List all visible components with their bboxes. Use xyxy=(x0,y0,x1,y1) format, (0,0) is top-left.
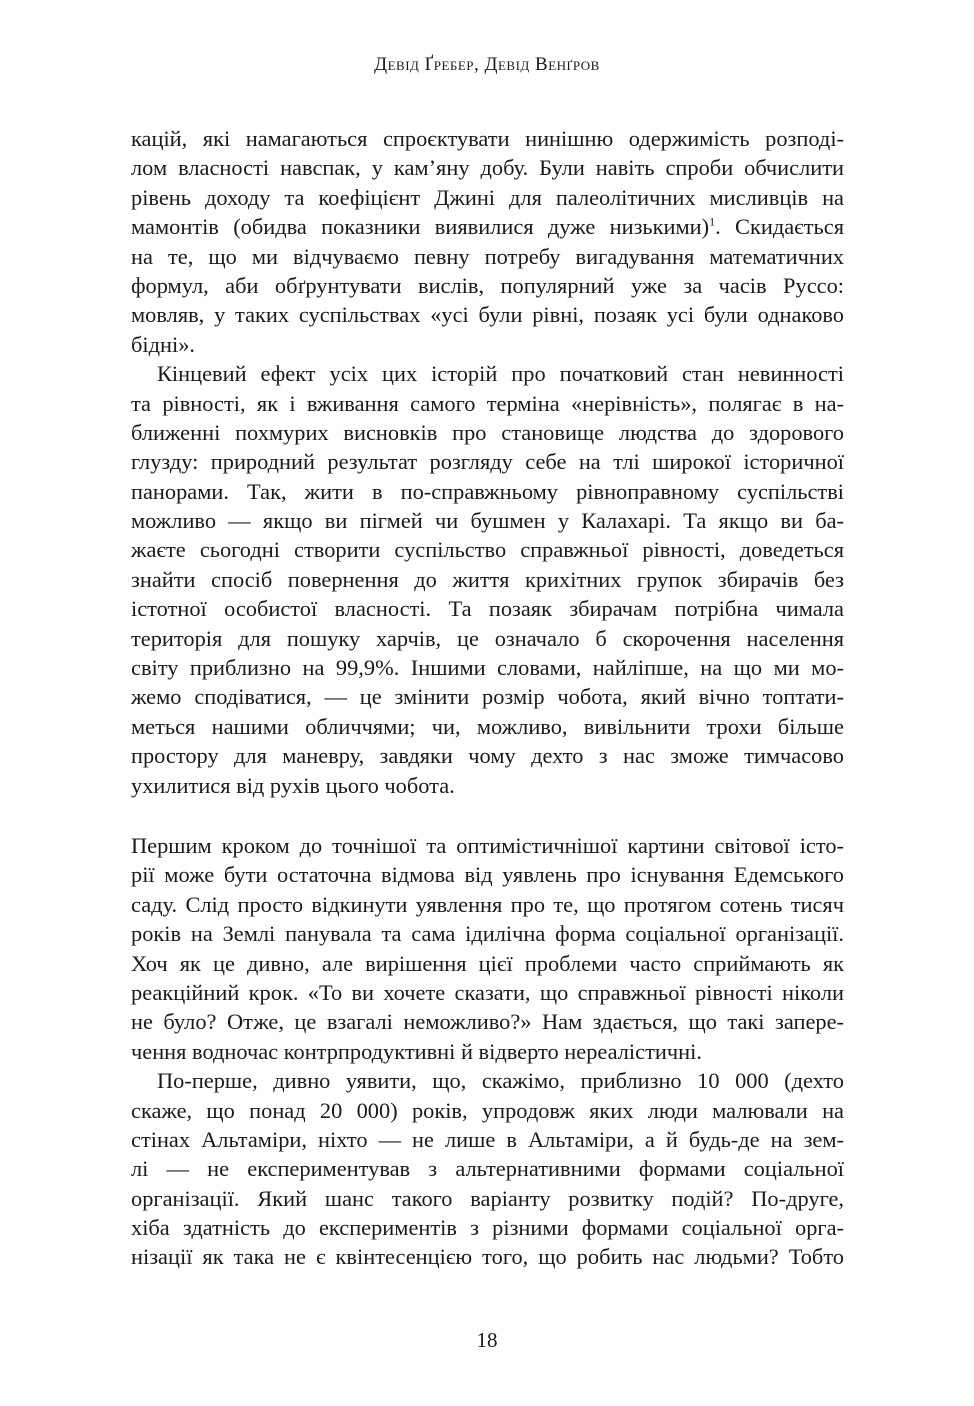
text-line-content: років на Землі панувала та сама ідилічна форма соціальної організації. xyxy=(131,921,844,947)
text-line-content: По-перше, дивно уявити, що, скажімо, приблизно 10 000 (дехто xyxy=(157,1068,844,1094)
text-line xyxy=(131,831,844,860)
text-line-content: стінах Альтаміри, ніхто — не лише в Альтаміри, а й будь-де на зем- xyxy=(131,1126,844,1152)
text-line-content: жемо сподіватися, — це змінити розмір чобота, який вічно топтати- xyxy=(131,684,844,710)
text-line xyxy=(131,682,844,711)
text-line xyxy=(131,330,844,359)
text-line xyxy=(131,183,844,212)
text-line xyxy=(131,153,844,182)
text-line-content: на те, що ми відчуваємо певну потребу вигадування математичних xyxy=(131,243,844,269)
text-line-content: рії може бути остаточна відмова від уявлень про існування Едемського xyxy=(131,862,844,888)
text-line xyxy=(131,535,844,564)
text-line-content: жаєте сьогодні створити суспільство справжньої рівності, доведеться xyxy=(131,537,844,563)
text-line xyxy=(131,860,844,889)
text-line-content: та рівності, як і вживання самого терміна «нерівність», полягає в на- xyxy=(131,390,844,416)
text-line-content: панорами. Так, жити в по-справжньому рівноправному суспільстві xyxy=(131,478,844,504)
text-line xyxy=(131,418,844,447)
text-line xyxy=(131,447,844,476)
text-line xyxy=(131,1037,844,1066)
text-line xyxy=(131,212,844,241)
text-line-content: глузду: природний результат розгляду себе на тлі широкої історичної xyxy=(131,449,844,475)
text-line xyxy=(131,1125,844,1154)
text-line xyxy=(131,389,844,418)
text-line-content: бідні». xyxy=(131,331,196,357)
text-line-content: скаже, що понад 20 000) років, упродовж яких люди малювали на xyxy=(131,1097,844,1123)
text-line-content: чення водночас контрпродуктивні й відверто нереалістичні. xyxy=(131,1038,702,1064)
text-line xyxy=(131,624,844,653)
text-line-content: істотної особистої власності. Та позаяк збирачам потрібна чимала xyxy=(131,596,844,622)
text-line xyxy=(131,1242,844,1271)
paragraph xyxy=(131,1066,844,1272)
text-line xyxy=(131,741,844,770)
text-line xyxy=(131,919,844,948)
paragraph xyxy=(131,124,844,359)
text-line xyxy=(131,1184,844,1213)
text-line-content: територія для пошуку харчів, це означало б скорочення населення xyxy=(131,625,844,651)
text-line xyxy=(131,242,844,271)
paragraph xyxy=(131,831,844,1066)
footnote-reference[interactable]: 1 xyxy=(709,214,716,229)
text-line-content: можливо — якщо ви пігмей чи бушмен у Калахарі. Та якщо ви ба- xyxy=(131,508,844,534)
text-line xyxy=(131,1066,844,1095)
text-line xyxy=(131,506,844,535)
text-line xyxy=(131,712,844,741)
text-line xyxy=(131,1213,844,1242)
text-line xyxy=(131,594,844,623)
text-line-content: рівень доходу та коефіцієнт Джині для палеолітичних мисливців на xyxy=(131,184,844,210)
text-line-content: Кінцевий ефект усіх цих історій про початковий стан невинності xyxy=(157,361,844,387)
text-line xyxy=(131,124,844,153)
text-line xyxy=(131,771,844,800)
text-line-content: кацій, які намагаються спроєктувати нинішню одержимість розподі- xyxy=(131,126,844,151)
text-line-content: простору для маневру, завдяки чому дехто з нас зможе тимчасово xyxy=(131,743,844,769)
text-line-content: ближенні похмурих висновків про становище людства до здорового xyxy=(131,419,844,445)
text-line-content: мамонтів (обидва показники виявилися дуже низькими)$^1$. Скидається xyxy=(131,214,844,240)
text-line xyxy=(131,565,844,594)
text-line xyxy=(131,359,844,388)
text-line xyxy=(131,978,844,1007)
text-line xyxy=(131,653,844,682)
text-line xyxy=(131,477,844,506)
text-line xyxy=(131,271,844,300)
text-line xyxy=(131,1154,844,1183)
text-line-content: реакційний крок. «То ви хочете сказати, що справжньої рівності ніколи xyxy=(131,979,844,1005)
text-line-content: меться нашими обличчями; чи, можливо, вивільнити трохи більше xyxy=(131,713,844,739)
text-line-content: мовляв, у таких суспільствах «усі були рівні, позаяк усі були однаково xyxy=(131,302,844,328)
page-number: 18 xyxy=(476,1328,498,1352)
text-line xyxy=(131,890,844,919)
section-2 xyxy=(131,831,844,1272)
running-head: Девід Ґребер, Девід Венґров xyxy=(374,54,600,75)
text-line-content: лі — не експериментував з альтернативними формами соціальної xyxy=(131,1156,844,1182)
paragraph xyxy=(131,359,844,800)
text-line-content: нізації як така не є квінтесенцією того, що робить нас людьми? Тобто xyxy=(131,1244,844,1270)
text-line-content: знайти спосіб повернення до життя крихітних групок збирачів без xyxy=(131,566,844,592)
text-line-content: хіба здатність до експериментів з різними формами соціальної орга- xyxy=(131,1215,844,1241)
text-line-content: Першим кроком до точнішої та оптимістичнішої картини світової істо- xyxy=(131,833,844,858)
section-1 xyxy=(131,124,844,800)
text-line xyxy=(131,1007,844,1036)
text-line xyxy=(131,300,844,329)
text-line xyxy=(131,1096,844,1125)
text-line xyxy=(131,949,844,978)
text-line-content: не було? Отже, це взагалі неможливо?» Нам здається, що такі запере- xyxy=(131,1009,844,1035)
text-line-content: світу приблизно на 99,9%. Іншими словами, найліпше, на що ми мо- xyxy=(131,655,844,681)
text-line-content: саду. Слід просто відкинути уявлення про те, що протягом сотень тисяч xyxy=(131,891,844,917)
text-line-content: формул, аби обґрунтувати вислів, популярний уже за часів Руссо: xyxy=(131,272,844,298)
text-line-content: ухилитися від рухів цього чобота. xyxy=(131,772,455,798)
text-line-content: організації. Який шанс такого варіанту розвитку подій? По-друге, xyxy=(131,1185,844,1211)
text-line-content: Хоч як це дивно, але вирішення цієї проблеми часто сприймають як xyxy=(131,950,844,976)
text-line-content: лом власності навспак, у кам’яну добу. Були навіть спроби обчислити xyxy=(131,155,844,181)
